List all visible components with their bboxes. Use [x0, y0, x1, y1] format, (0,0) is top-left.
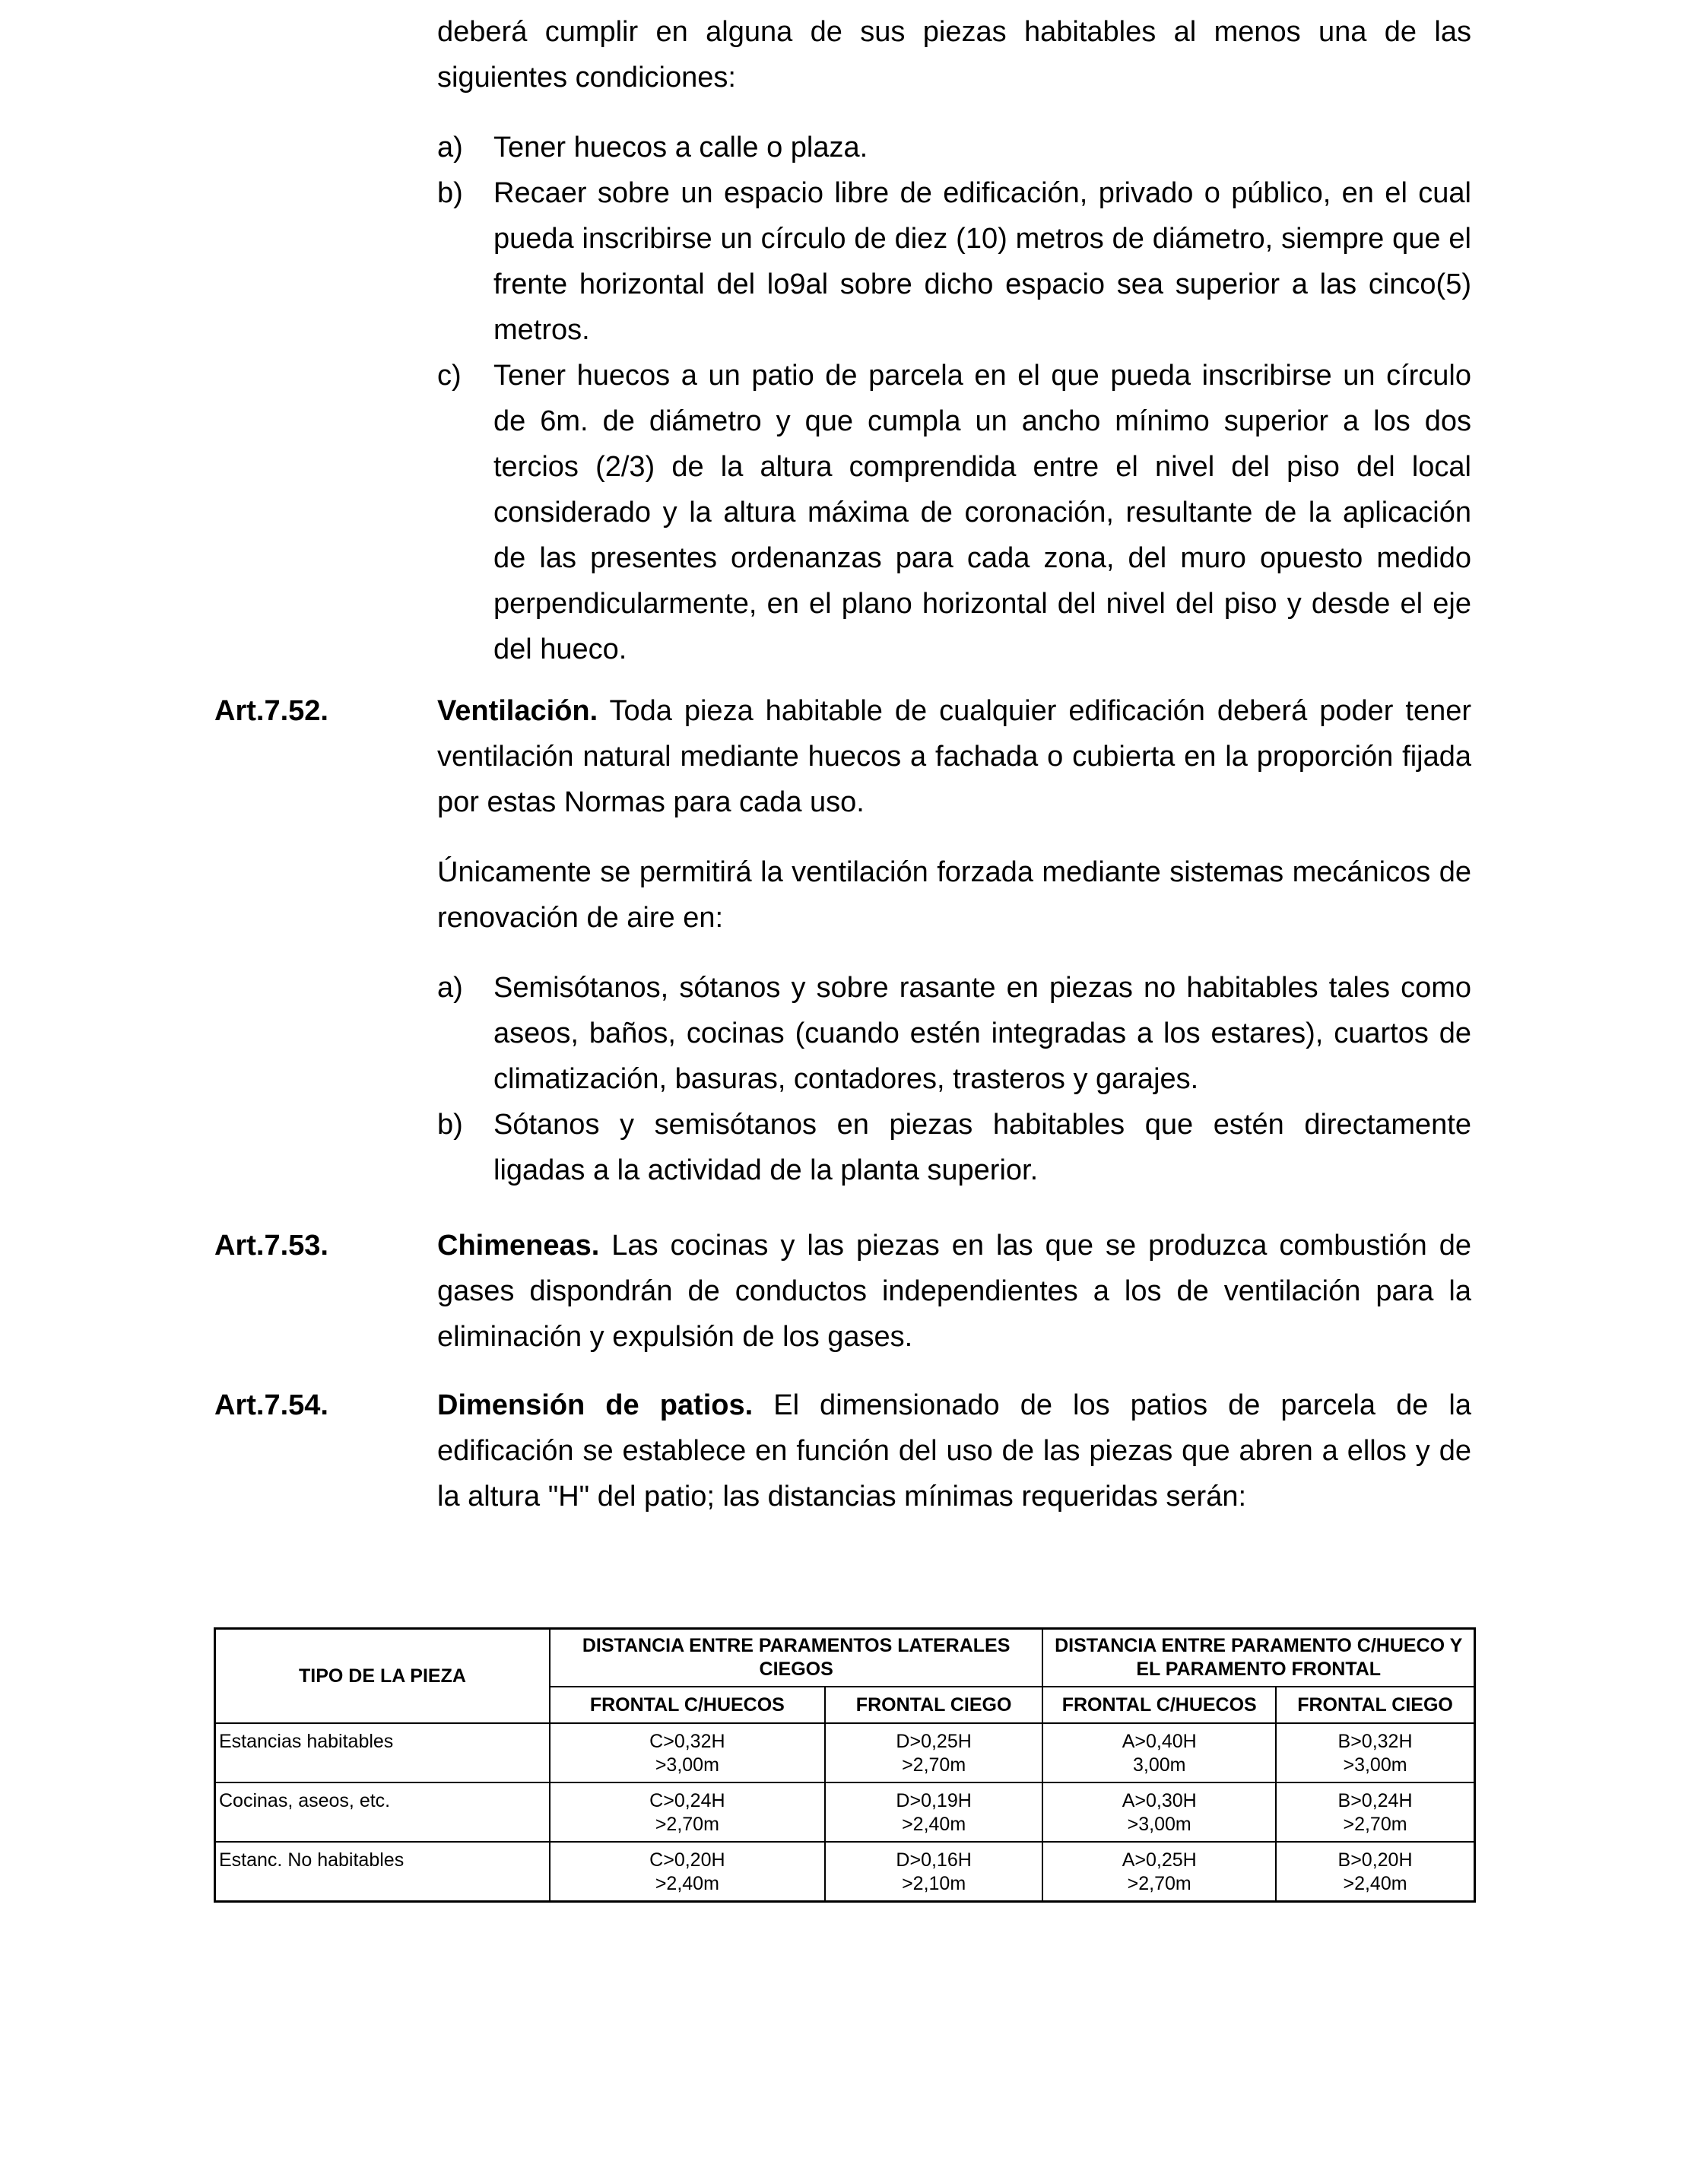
cell-min: >2,70m: [1127, 1873, 1191, 1894]
cell-ratio: C>0,32H: [649, 1731, 725, 1752]
table-header-group-laterales: DISTANCIA ENTRE PARAMENTOS LATERALES CIEGOS: [550, 1629, 1043, 1687]
table-cell: [550, 1842, 825, 1902]
article-number: Art.7.52.: [214, 695, 328, 727]
table-subheader: FRONTAL C/HUECOS: [1042, 1687, 1276, 1723]
row-label: Estanc. No habitables: [215, 1842, 550, 1902]
cell-min: >3,00m: [655, 1754, 719, 1776]
cell-ratio: B>0,20H: [1337, 1849, 1413, 1871]
table-cell: [1276, 1723, 1474, 1782]
article-7-53: [437, 1223, 1471, 1360]
list-marker: c): [437, 360, 462, 392]
table-cell: [550, 1723, 825, 1782]
cell-min: >2,70m: [655, 1814, 719, 1835]
list-text: Tener huecos a calle o plaza.: [493, 132, 868, 163]
list-item: [437, 125, 1471, 170]
list-marker: a): [437, 972, 463, 1004]
list-marker: a): [437, 132, 463, 163]
article-7-52: [437, 688, 1471, 1193]
intro-block: [437, 9, 1471, 672]
patio-dimensions-table: [214, 1627, 1476, 1903]
intro-list: [437, 125, 1471, 672]
intro-paragraph: deberá cumplir en alguna de sus piezas habitables al menos una de las siguientes condiciones:: [437, 16, 1471, 94]
table-row: [215, 1723, 1475, 1782]
table-header-group-frontal: DISTANCIA ENTRE PARAMENTO C/HUECO Y EL PARAMENTO FRONTAL: [1042, 1629, 1474, 1687]
article-title: Dimensión de patios.: [437, 1389, 754, 1421]
cell-min: >2,70m: [902, 1754, 966, 1776]
list-marker: b): [437, 177, 463, 209]
article-number: Art.7.53.: [214, 1230, 328, 1262]
list-item: [437, 170, 1471, 353]
article-paragraph: [437, 1382, 1471, 1519]
cell-min: >3,00m: [1127, 1814, 1191, 1835]
cell-min: >2,10m: [902, 1873, 966, 1894]
list-marker: b): [437, 1109, 463, 1141]
article-paragraph: [437, 688, 1471, 825]
article-text: El dimensionado de los patios de parcela de la edificación se establece en función del uso de las piezas que abren a ellos y de la altura "H" del patio; las distancias mínimas requeridas serán:: [437, 1389, 1472, 1513]
article-list: [437, 965, 1471, 1193]
table-cell: [1042, 1723, 1276, 1782]
table-subheader: FRONTAL CIEGO: [825, 1687, 1043, 1723]
cell-ratio: D>0,16H: [896, 1849, 972, 1871]
cell-min: >2,40m: [902, 1814, 966, 1835]
table-cell: [1276, 1782, 1474, 1842]
cell-min: >2,40m: [1343, 1873, 1407, 1894]
cell-ratio: B>0,24H: [1337, 1790, 1413, 1811]
list-item: [437, 353, 1471, 672]
table-cell: [1042, 1782, 1276, 1842]
table-row: [215, 1782, 1475, 1842]
article-extra-paragraph: Únicamente se permitirá la ventilación forzada mediante sistemas mecánicos de renovación de aire en:: [437, 856, 1471, 934]
table-cell: [1276, 1842, 1474, 1902]
list-text: Sótanos y semisótanos en piezas habitables que estén directamente ligadas a la actividad de la planta superior.: [493, 1109, 1471, 1186]
table-header-row: [215, 1629, 1475, 1687]
article-number: Art.7.54.: [214, 1389, 328, 1421]
cell-ratio: A>0,30H: [1122, 1790, 1197, 1811]
table-subheader: FRONTAL CIEGO: [1276, 1687, 1474, 1723]
list-text: Semisótanos, sótanos y sobre rasante en piezas no habitables tales como aseos, baños, cocinas (cuando estén integradas a los estares), cuartos de climatización, basuras, contadores, trasteros y garajes.: [493, 972, 1471, 1095]
table-cell: [550, 1782, 825, 1842]
row-label: Cocinas, aseos, etc.: [215, 1782, 550, 1842]
list-text: Recaer sobre un espacio libre de edificación, privado o público, en el cual pueda inscribirse un círculo de diez (10) metros de diámetro, siempre que el frente horizontal del lo9al sobre dicho espacio sea superior a las cinco(5) metros.: [493, 177, 1471, 346]
table-cell: [825, 1723, 1043, 1782]
cell-min: 3,00m: [1132, 1754, 1186, 1776]
cell-ratio: C>0,24H: [649, 1790, 725, 1811]
list-item: [437, 965, 1471, 1102]
table-cell: [825, 1782, 1043, 1842]
cell-ratio: A>0,25H: [1122, 1849, 1197, 1871]
cell-ratio: D>0,19H: [896, 1790, 972, 1811]
table-subheader: FRONTAL C/HUECOS: [550, 1687, 825, 1723]
cell-min: >2,70m: [1343, 1814, 1407, 1835]
article-title: Ventilación.: [437, 695, 598, 727]
row-label: Estancias habitables: [215, 1723, 550, 1782]
article-text: Las cocinas y las piezas en las que se produzca combustión de gases dispondrán de conductos independientes a los de ventilación para la eliminación y expulsión de los gases.: [437, 1230, 1471, 1353]
article-7-54: [437, 1382, 1471, 1519]
table-cell: [1042, 1842, 1276, 1902]
article-title: Chimeneas.: [437, 1230, 600, 1262]
article-paragraph: [437, 1223, 1471, 1360]
table-header-tipo: TIPO DE LA PIEZA: [215, 1629, 550, 1724]
list-item: [437, 1102, 1471, 1193]
table-row: [215, 1842, 1475, 1902]
article-text: Toda pieza habitable de cualquier edificación deberá poder tener ventilación natural mediante huecos a fachada o cubierta en la proporción fijada por estas Normas para cada uso.: [437, 695, 1471, 818]
cell-ratio: A>0,40H: [1122, 1731, 1197, 1752]
list-text: Tener huecos a un patio de parcela en el que pueda inscribirse un círculo de 6m. de diámetro y que cumpla un ancho mínimo superior a los dos tercios (2/3) de la altura comprendida entre el nivel del piso del local considerado y la altura máxima de coronación, resultante de la aplicación de las presentes ordenanzas para cada zona, del muro opuesto medido perpendicularmente, en el plano horizontal del nivel del piso y desde el eje del hueco.: [493, 360, 1471, 665]
cell-ratio: D>0,25H: [896, 1731, 972, 1752]
cell-min: >3,00m: [1343, 1754, 1407, 1776]
table-cell: [825, 1842, 1043, 1902]
cell-ratio: B>0,32H: [1337, 1731, 1413, 1752]
cell-min: >2,40m: [655, 1873, 719, 1894]
cell-ratio: C>0,20H: [649, 1849, 725, 1871]
